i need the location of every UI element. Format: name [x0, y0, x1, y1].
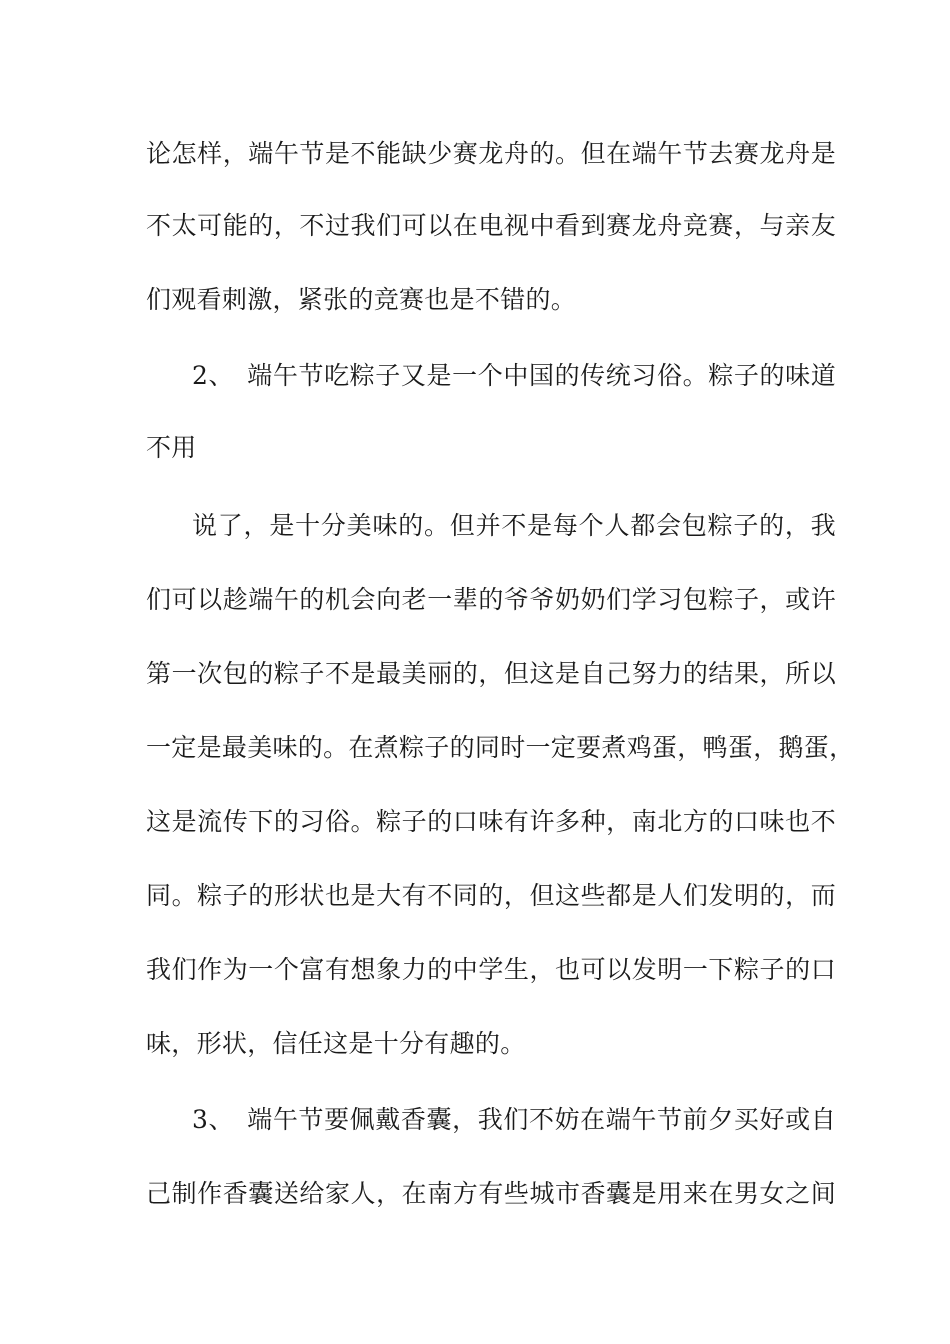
text-line: 们可以趁端午的机会向老一辈的爷爷奶奶们学习包粽子，或许 [146, 585, 836, 614]
text-line: 不用 [146, 433, 197, 462]
list-item-3-line: 3、 端午节要佩戴香囊，我们不妨在端午节前夕买好或自 [192, 1105, 836, 1134]
text-line: 们观看刺激，紧张的竞赛也是不错的。 [146, 285, 577, 314]
text-line: 这是流传下的习俗。粽子的口味有许多种，南北方的口味也不 [146, 807, 836, 836]
text-line: 己制作香囊送给家人，在南方有些城市香囊是用来在男女之间 [146, 1179, 836, 1208]
list-item-2-line: 2、 端午节吃粽子又是一个中国的传统习俗。粽子的味道 [192, 361, 836, 390]
text-line: 论怎样，端午节是不能缺少赛龙舟的。但在端午节去赛龙舟是 [146, 139, 836, 168]
text-line: 同。粽子的形状也是大有不同的，但这些都是人们发明的，而 [146, 881, 836, 910]
text-line: 说了，是十分美味的。但并不是每个人都会包粽子的，我 [192, 511, 836, 540]
text-line: 第一次包的粽子不是最美丽的，但这是自己努力的结果，所以 [146, 659, 836, 688]
text-line: 味，形状，信任这是十分有趣的。 [146, 1029, 526, 1058]
text-line: 我们作为一个富有想象力的中学生，也可以发明一下粽子的口 [146, 955, 836, 984]
text-line: 不太可能的，不过我们可以在电视中看到赛龙舟竞赛，与亲友 [146, 211, 836, 240]
text-line: 一定是最美味的。在煮粽子的同时一定要煮鸡蛋，鸭蛋，鹅蛋， [146, 733, 855, 762]
